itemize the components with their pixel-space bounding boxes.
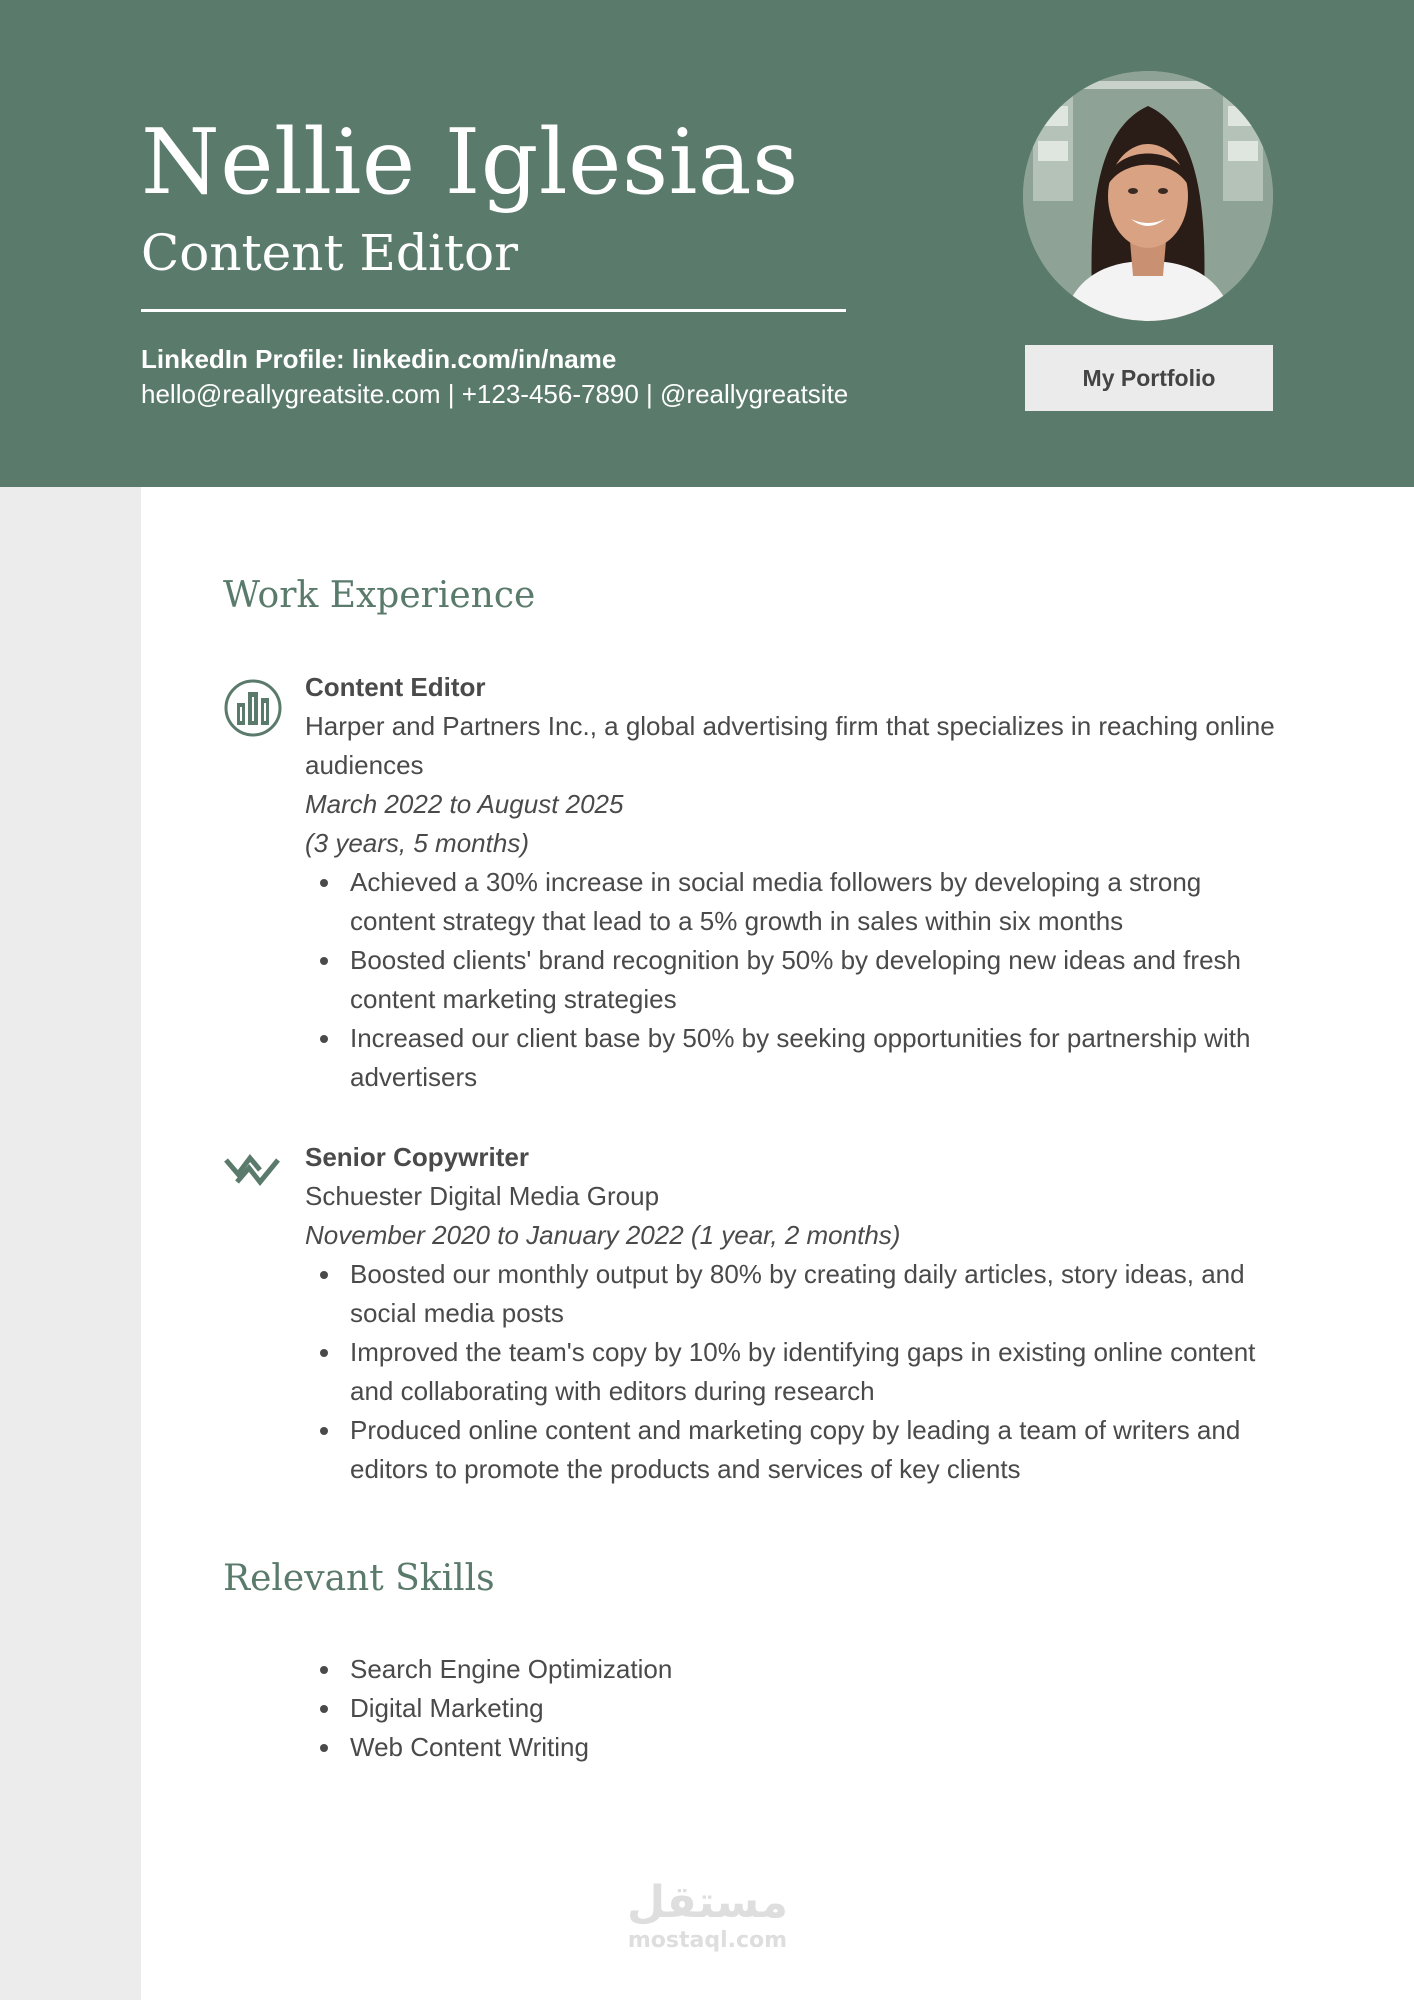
section-title-relevant-skills: Relevant Skills (223, 1558, 495, 1599)
list-item: Improved the team's copy by 10% by identifying gaps in existing online content and collaborating with editors during research (305, 1333, 1280, 1411)
left-sidebar (0, 487, 141, 2000)
profile-photo (1023, 71, 1273, 321)
job-title: Senior Copywriter (305, 1142, 529, 1172)
job-dates: March 2022 to August 2025 (305, 789, 624, 819)
list-item: Boosted our monthly output by 80% by creating daily articles, story ideas, and social media posts (305, 1255, 1280, 1333)
list-item: Digital Marketing (305, 1689, 1205, 1728)
job-company: Schuester Digital Media Group (305, 1181, 660, 1211)
candidate-role: Content Editor (141, 224, 519, 282)
job-dates: November 2020 to January 2022 (1 year, 2 months) (305, 1220, 901, 1250)
header-divider (141, 309, 846, 312)
job-achievements (305, 863, 1280, 1097)
job-title: Content Editor (305, 672, 486, 702)
job-achievements (305, 1255, 1280, 1489)
watermark-url: mostaql.com (627, 1928, 788, 1953)
section-title-work-experience: Work Experience (223, 575, 536, 616)
list-item: Produced online content and marketing copy by leading a team of writers and editors to promote the products and services of key clients (305, 1411, 1280, 1489)
list-item: Achieved a 30% increase in social media followers by developing a strong content strategy that lead to a 5% growth in sales within six months (305, 863, 1280, 941)
watermark (620, 1878, 795, 1954)
list-item: Boosted clients' brand recognition by 50% by developing new ideas and fresh content marketing strategies (305, 941, 1280, 1019)
list-item: Increased our client base by 50% by seeking opportunities for partnership with advertisers (305, 1019, 1280, 1097)
job-entry-senior-copywriter (305, 1138, 1280, 1489)
building-logo-icon (223, 678, 283, 743)
linkedin-profile[interactable]: LinkedIn Profile: linkedin.com/in/name (141, 344, 617, 374)
watermark-arabic: مستقل (627, 1877, 788, 1928)
job-entry-content-editor (305, 668, 1280, 1097)
job-duration: (3 years, 5 months) (305, 828, 529, 858)
zigzag-logo-icon (223, 1148, 283, 1193)
candidate-name: Nellie Iglesias (141, 110, 799, 215)
list-item: Search Engine Optimization (305, 1650, 1205, 1689)
job-company: Harper and Partners Inc., a global advertising firm that specializes in reaching online audiences (305, 711, 1275, 780)
skills-list (305, 1650, 1205, 1767)
profile-photo-illustration (1023, 71, 1273, 321)
list-item: Web Content Writing (305, 1728, 1205, 1767)
header-banner (0, 0, 1414, 487)
portfolio-button[interactable]: My Portfolio (1025, 345, 1273, 411)
contact-info: hello@reallygreatsite.com | +123-456-7890 | @reallygreatsite (141, 379, 849, 409)
